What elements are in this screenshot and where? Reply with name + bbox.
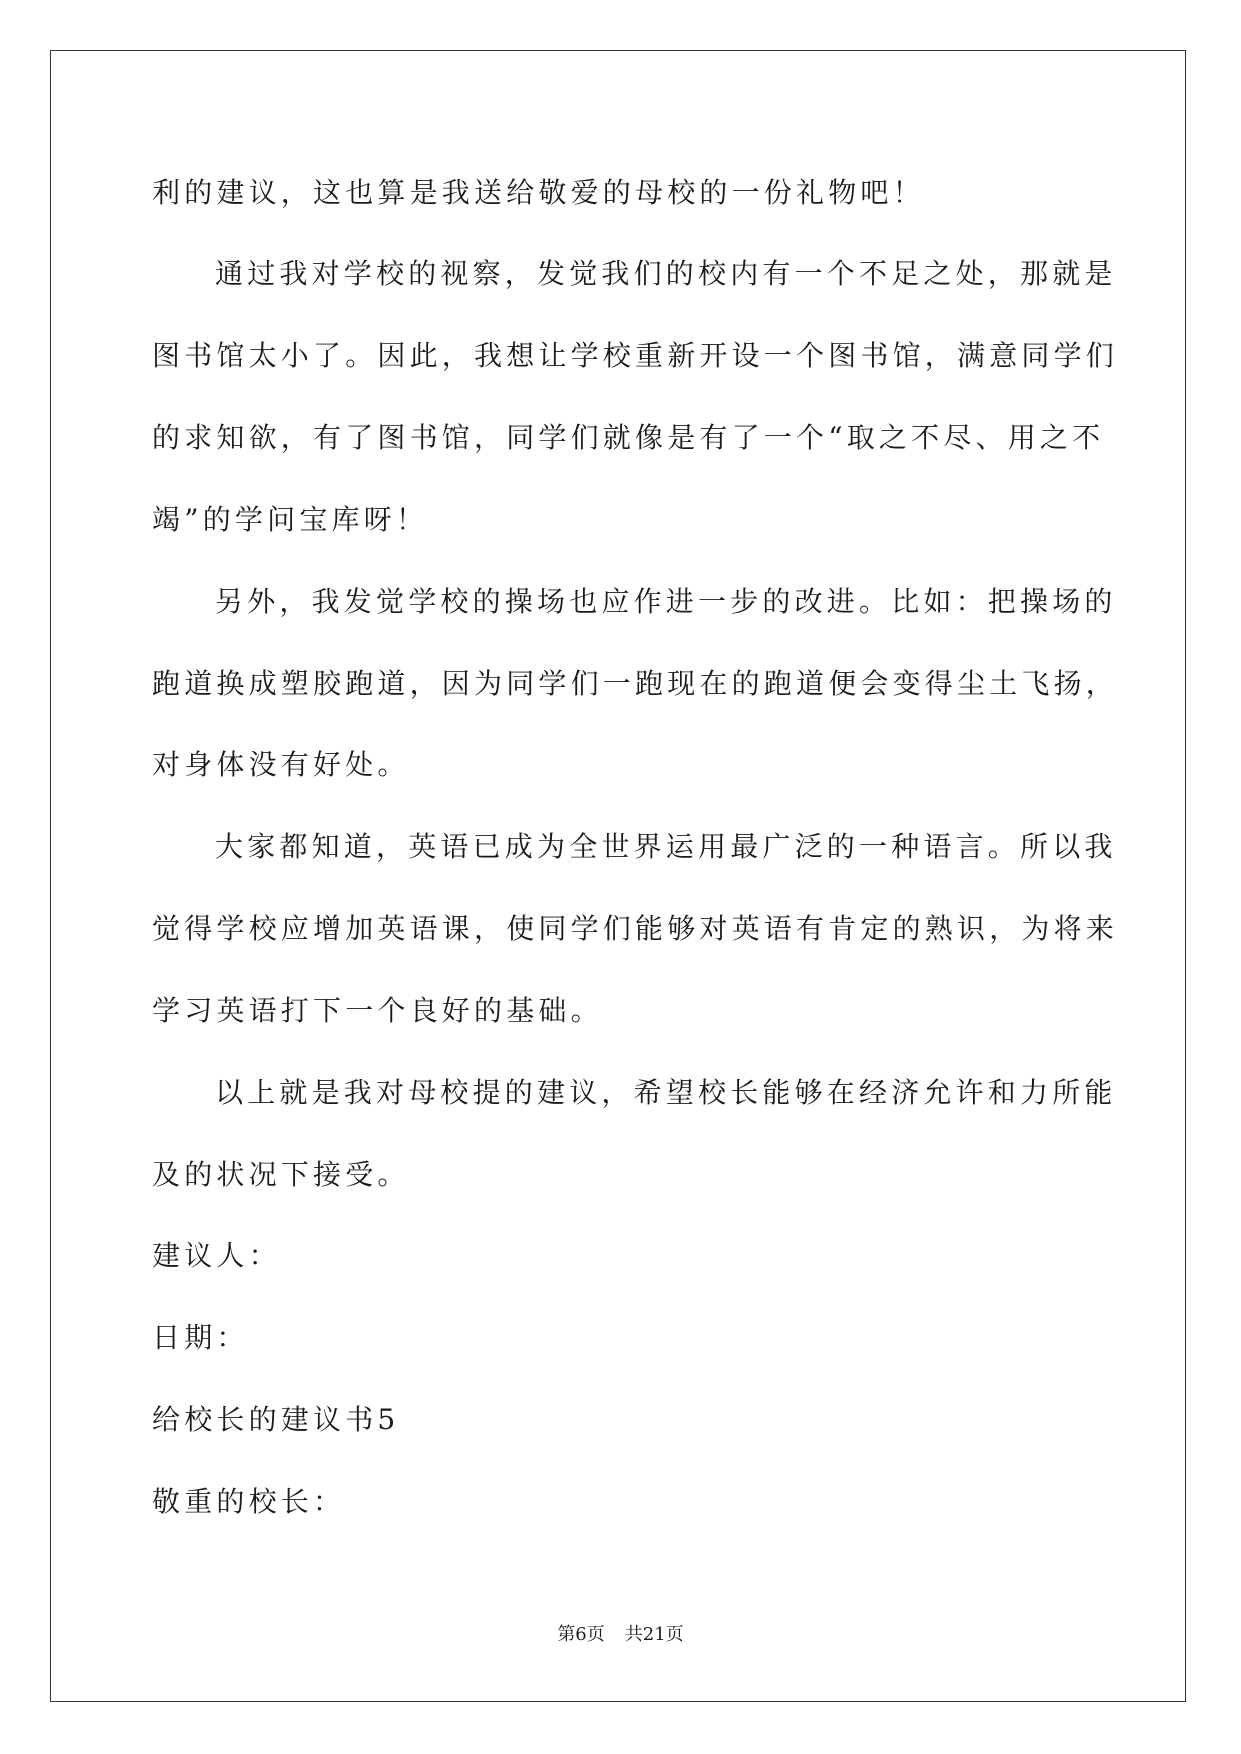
body-line: 及的状况下接受。 — [152, 1158, 410, 1191]
paragraph-start-line: 另外，我发觉学校的操场也应作进一步的改进。比如：把操场的 — [215, 585, 1117, 618]
body-line: 跑道换成塑胶跑道，因为同学们一跑现在的跑道便会变得尘土飞扬， — [152, 667, 1119, 700]
body-line: 图书馆太小了。因此，我想让学校重新开设一个图书馆，满意同学们 — [152, 339, 1119, 372]
section-title: 给校长的建议书5 — [152, 1403, 400, 1436]
page-frame — [50, 50, 1186, 1702]
body-line: 的求知欲，有了图书馆，同学们就像是有了一个“取之不尽、用之不 — [152, 421, 1105, 454]
body-line: 觉得学校应增加英语课，使同学们能够对英语有肯定的熟识，为将来 — [152, 912, 1119, 945]
body-line: 对身体没有好处。 — [152, 748, 410, 781]
paragraph-start-line: 以上就是我对母校提的建议，希望校长能够在经济允许和力所能 — [215, 1076, 1117, 1109]
page-footer — [0, 1623, 1241, 1647]
salutation: 敬重的校长： — [152, 1485, 346, 1518]
signature-label: 建议人： — [152, 1239, 281, 1272]
date-label: 日期： — [152, 1321, 249, 1354]
body-line: 学习英语打下一个良好的基础。 — [152, 994, 603, 1027]
page-total: 共21页 — [624, 1624, 684, 1645]
body-line: 竭”的学问宝库呀！ — [152, 503, 429, 536]
page-number: 第6页 — [557, 1624, 605, 1645]
body-line: 利的建议，这也算是我送给敬爱的母校的一份礼物吧！ — [152, 176, 925, 209]
paragraph-start-line: 通过我对学校的视察，发觉我们的校内有一个不足之处，那就是 — [215, 257, 1117, 290]
paragraph-start-line: 大家都知道，英语已成为全世界运用最广泛的一种语言。所以我 — [215, 830, 1117, 863]
